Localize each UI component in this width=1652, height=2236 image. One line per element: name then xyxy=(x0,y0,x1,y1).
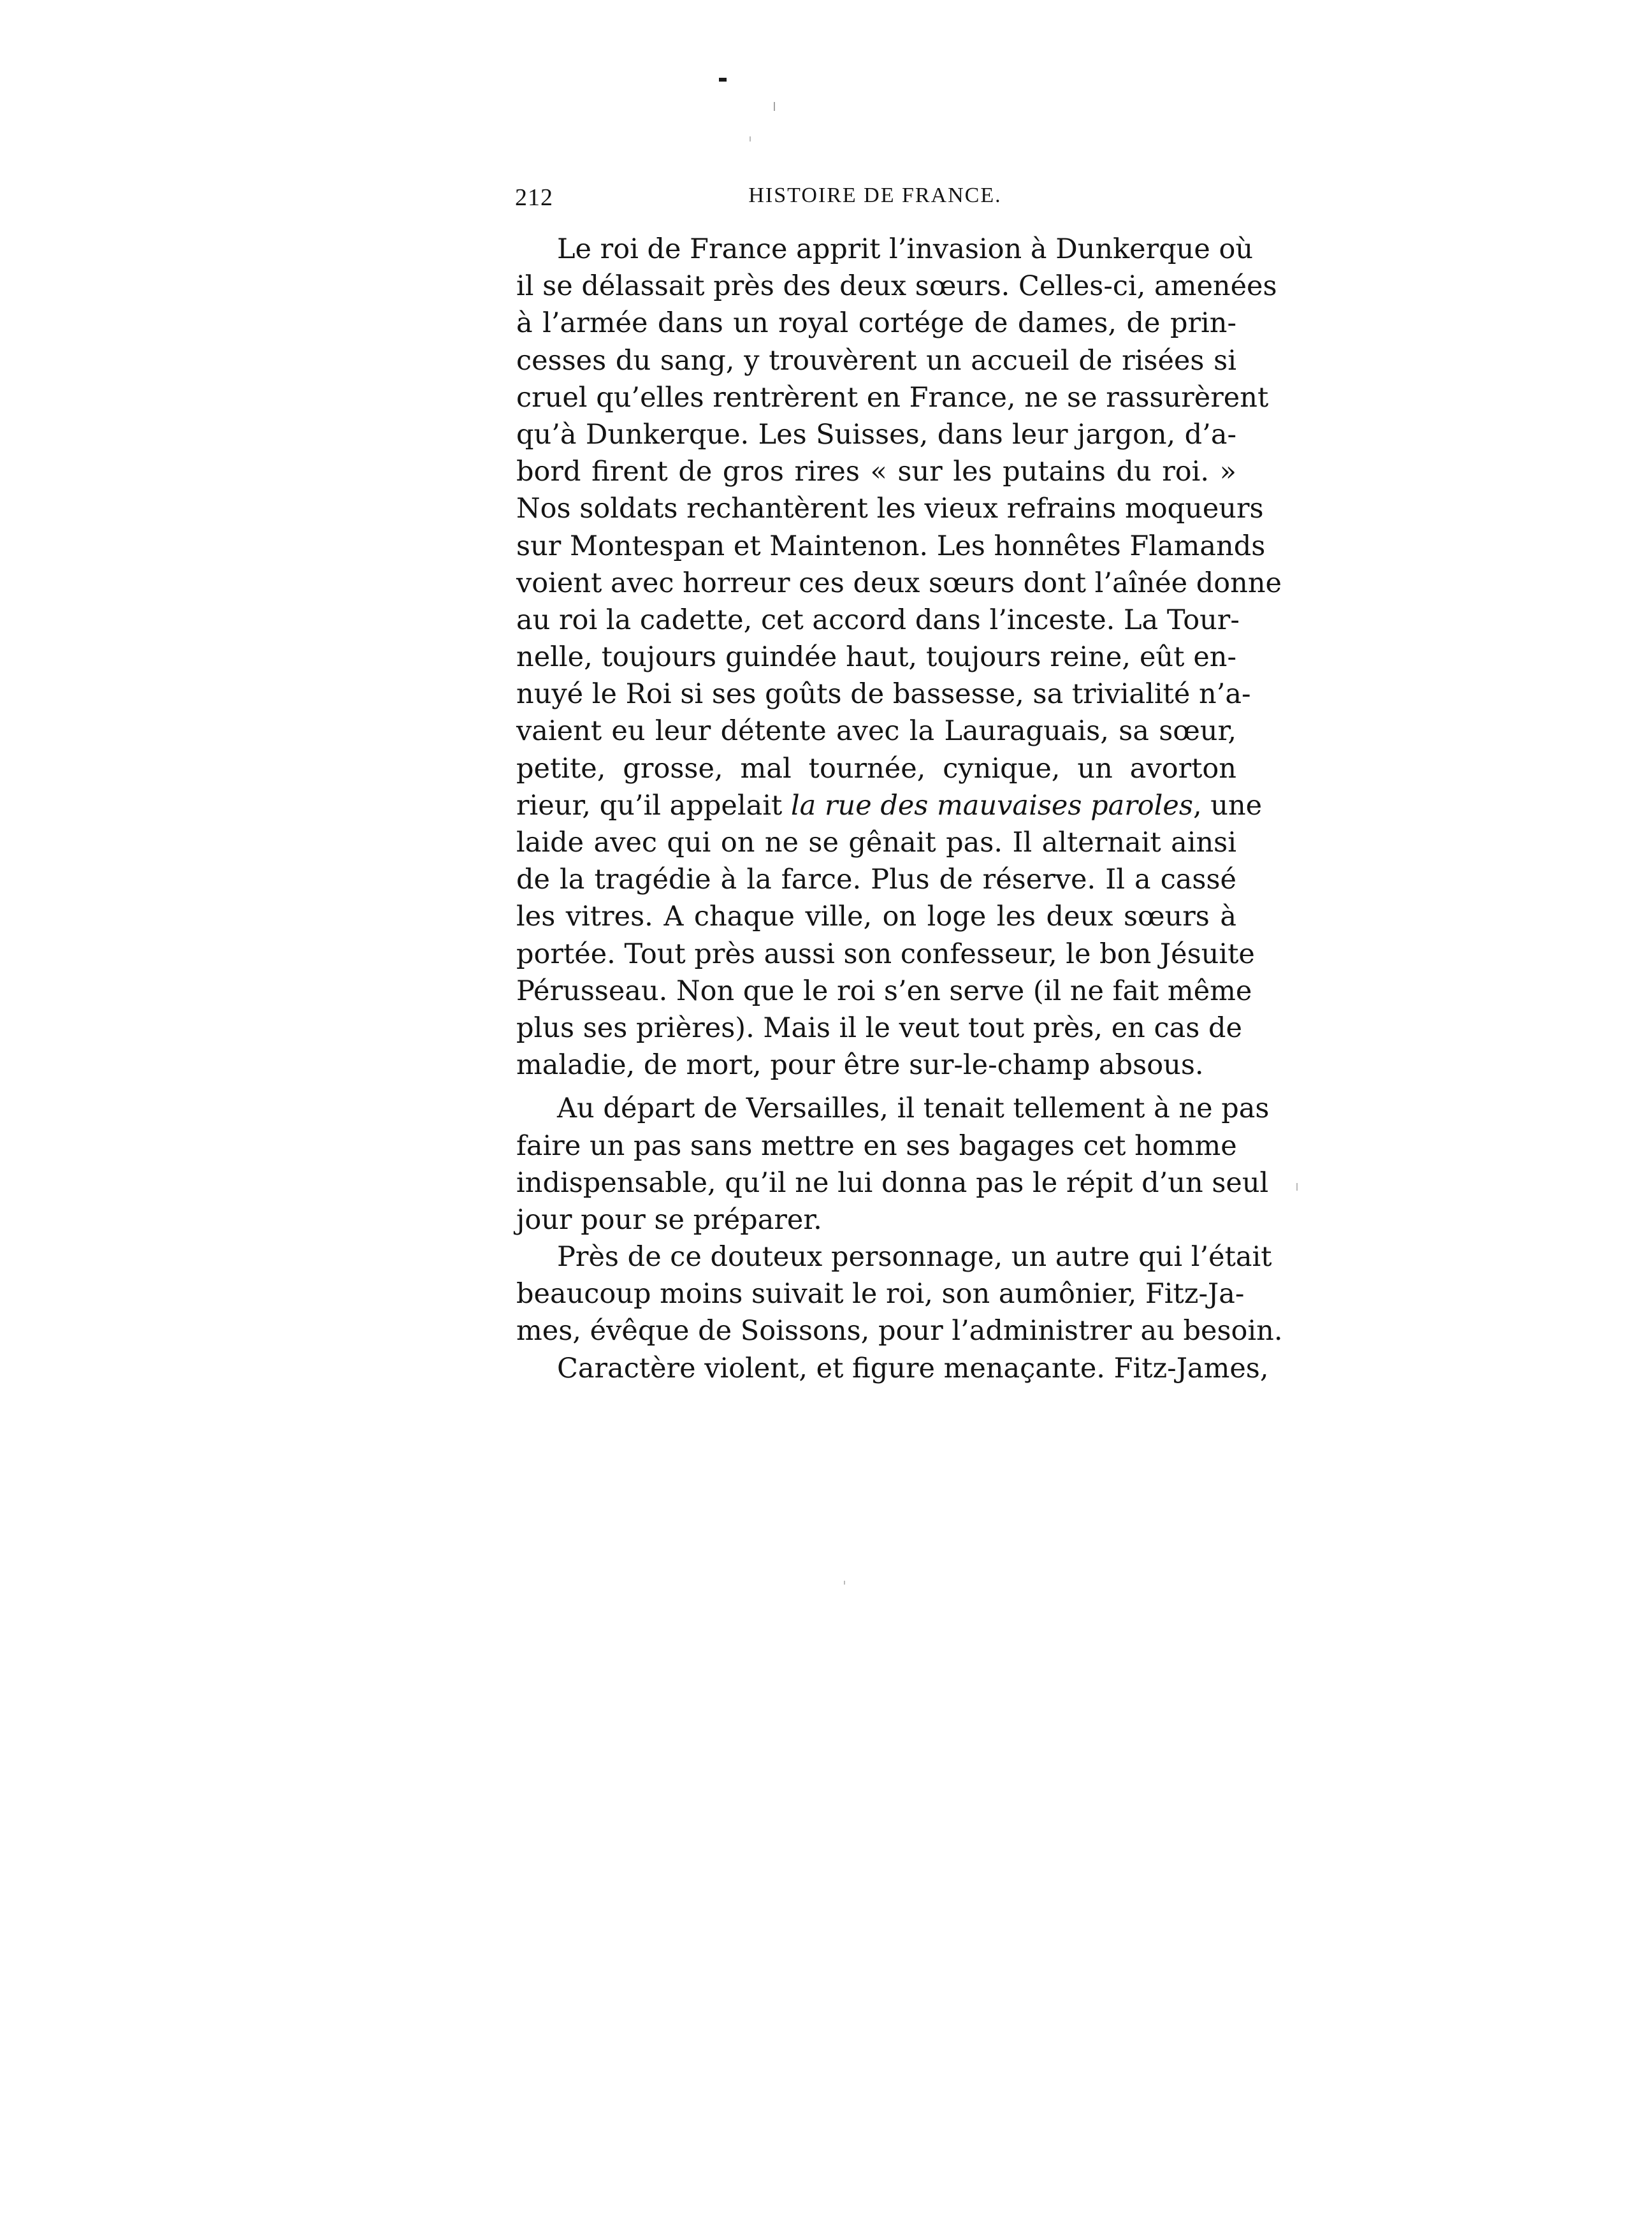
text-segment: , une xyxy=(1192,789,1263,822)
ink-speck xyxy=(844,1581,845,1585)
ink-speck xyxy=(1296,1183,1298,1191)
text-line: bord firent de gros rires « sur les putains du roi. » xyxy=(516,456,1236,488)
ink-speck xyxy=(774,102,775,111)
text-line: portée. Tout près aussi son confesseur, le bon Jésuite xyxy=(516,938,1255,970)
page-number: 212 xyxy=(515,184,553,211)
text-line: mes, évêque de Soissons, pour l’administrer au besoin. xyxy=(516,1315,1283,1347)
body-text xyxy=(516,231,1283,1387)
text-line: laide avec qui on ne se gênait pas. Il alternait ainsi xyxy=(516,827,1236,859)
text-line: Près de ce douteux personnage, un autre qui l’était xyxy=(557,1241,1272,1274)
text-line: qu’à Dunkerque. Les Suisses, dans leur jargon, d’a- xyxy=(516,418,1236,451)
text-line: beaucoup moins suivait le roi, son aumônier, Fitz-Ja- xyxy=(516,1278,1245,1310)
text-line: les vitres. A chaque ville, on loge les deux sœurs à xyxy=(516,901,1236,933)
text-line: à l’armée dans un royal cortége de dames, de prin- xyxy=(516,307,1236,340)
text-line: Le roi de France apprit l’invasion à Dunkerque où xyxy=(557,233,1254,265)
text-line: jour pour se préparer. xyxy=(516,1203,822,1236)
text-line: sur Montespan et Maintenon. Les honnêtes Flamands xyxy=(516,530,1266,562)
text-line: indispensable, qu’il ne lui donna pas le répit d’un seul xyxy=(516,1166,1269,1199)
text-line: faire un pas sans mettre en ses bagages cet homme xyxy=(516,1129,1237,1162)
text-line: cruel qu’elles rentrèrent en France, ne se rassurèrent xyxy=(516,381,1269,414)
text-line-italic xyxy=(516,787,1263,824)
text-line: vaient eu leur détente avec la Lauraguais, sa sœur, xyxy=(516,715,1236,748)
text-line: au roi la cadette, cet accord dans l’inceste. La Tour- xyxy=(516,604,1240,636)
text-line: Au départ de Versailles, il tenait tellement à ne pas xyxy=(557,1093,1270,1125)
ink-speck xyxy=(719,78,727,82)
text-line: Nos soldats rechantèrent les vieux refrains moqueurs xyxy=(516,493,1264,525)
text-line: nuyé le Roi si ses goûts de bassesse, sa trivialité n’a- xyxy=(516,678,1251,711)
text-line: plus ses prières). Mais il le veut tout près, en cas de xyxy=(516,1012,1242,1044)
italic-phrase: la rue des mauvaises paroles xyxy=(790,789,1193,822)
text-line: voient avec horreur ces deux sœurs dont l’aînée donne xyxy=(516,567,1282,599)
text-line: Pérusseau. Non que le roi s’en serve (il ne fait même xyxy=(516,975,1252,1007)
page-header xyxy=(515,184,1235,222)
text-line: il se délassait près des deux sœurs. Celles-ci, amenées xyxy=(516,270,1277,303)
text-line: nelle, toujours guindée haut, toujours reine, eût en- xyxy=(516,641,1236,674)
text-line: petite, grosse, mal tournée, cynique, un avorton xyxy=(516,752,1236,785)
text-segment: rieur, qu’il appelait xyxy=(516,789,791,822)
text-line: Caractère violent, et figure menaçante. Fitz-James, xyxy=(557,1352,1269,1384)
text-line: de la tragédie à la farce. Plus de réserve. Il a cassé xyxy=(516,864,1236,896)
text-line: cesses du sang, y trouvèrent un accueil de risées si xyxy=(516,344,1236,377)
ink-speck xyxy=(750,136,751,142)
running-title: HISTOIRE DE FRANCE. xyxy=(748,184,1002,207)
text-line: maladie, de mort, pour être sur-le-champ absous. xyxy=(516,1049,1204,1082)
